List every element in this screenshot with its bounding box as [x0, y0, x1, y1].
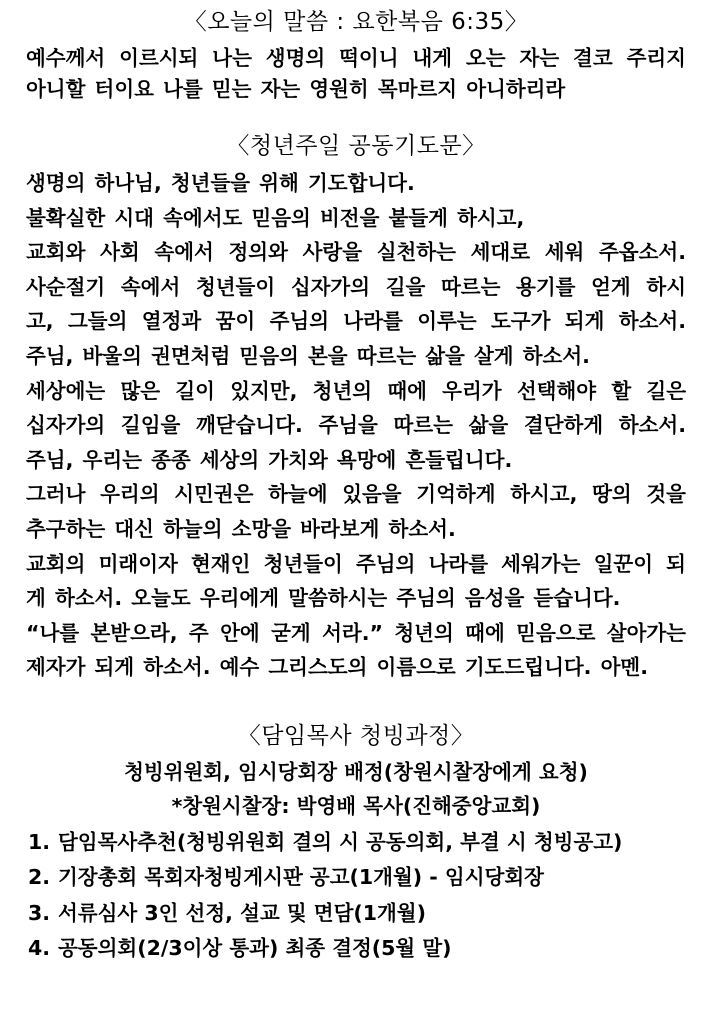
- verse-section: [26, 0, 686, 105]
- prayer-line: 교회의 미래이자 현재인 청년들이 주님의 나라를 세워가는 일꾼이 되: [26, 551, 686, 576]
- step-number: 3.: [28, 900, 51, 925]
- prayer-text: [26, 166, 686, 685]
- process-step: [28, 825, 686, 861]
- step-number: 4.: [28, 936, 51, 961]
- chair-line: *창원시찰장: 박영배 목사(진해중앙교회): [171, 793, 541, 818]
- prayer-line: “나를 본받으라, 주 안에 굳게 서라.” 청년의 때에 믿음으로 살아가는: [26, 620, 686, 645]
- committee-line: 청빙위원회, 임시당회장 배정(창원시찰장에게 요청): [124, 759, 588, 784]
- prayer-title: 〈청년주일 공동기도문〉: [226, 133, 486, 159]
- verse-line: 아니할 터이요 나를 믿는 자는 영원히 목마르지 아니하리라: [26, 77, 566, 101]
- verse-text: [26, 43, 686, 105]
- process-step: [28, 896, 686, 932]
- step-text: 담임목사추천(청빙위원회 결의 시 공동의회, 부결 시 청빙공고): [58, 829, 623, 854]
- step-text: 서류심사 3인 선정, 설교 및 면담(1개월): [58, 900, 426, 925]
- prayer-line: 그러나 우리의 시민권은 하늘에 있음을 기억하게 하시고, 땅의 것을: [26, 482, 686, 507]
- process-step: [28, 860, 686, 896]
- prayer-line: 게 하소서. 오늘도 우리에게 말씀하시는 주님의 음성을 듣습니다.: [26, 586, 621, 611]
- prayer-line: 제자가 되게 하소서. 예수 그리스도의 이름으로 기도드립니다. 아멘.: [26, 655, 649, 680]
- prayer-line: 고, 그들의 열정과 꿈이 주님의 나라를 이루는 도구가 되게 하소서.: [26, 309, 686, 334]
- prayer-section: [26, 105, 686, 685]
- step-number: 2.: [28, 865, 51, 890]
- prayer-line: 생명의 하나님, 청년들을 위해 기도합니다.: [26, 171, 415, 195]
- step-text: 공동의회(2/3이상 통과) 최종 결정(5월 말): [58, 936, 452, 961]
- step-number: 1.: [28, 829, 51, 854]
- pastor-search-section: [26, 685, 686, 967]
- step-text: 기장총회 목회자청빙게시판 공고(1개월) - 임시당회장: [58, 865, 544, 890]
- prayer-line: 사순절기 속에서 청년들이 십자가의 길을 따르는 용기를 얻게 하시: [26, 274, 686, 299]
- process-step: [28, 931, 686, 967]
- prayer-line: 불확실한 시대 속에서도 믿음의 비전을 붙들게 하시고,: [26, 205, 525, 230]
- pastor-search-title: 〈담임목사 청빙과정〉: [237, 722, 475, 749]
- prayer-line: 주님, 바울의 권면처럼 믿음의 본을 따르는 삶을 살게 하소서.: [26, 343, 590, 368]
- process-steps: [26, 825, 686, 967]
- prayer-line: 교회와 사회 속에서 정의와 사랑을 실천하는 세대로 세워 주옵소서.: [26, 240, 686, 265]
- prayer-line: 주님, 우리는 종종 세상의 가치와 욕망에 흔들립니다.: [26, 447, 513, 472]
- prayer-line: 십자가의 길임을 깨닫습니다. 주님을 따르는 삶을 결단하게 하소서.: [26, 413, 686, 438]
- prayer-line: 추구하는 대신 하늘의 소망을 바라보게 하소서.: [26, 516, 456, 541]
- verse-line: 예수께서 이르시되 나는 생명의 떡이니 내게 오는 자는 결코 주리지: [26, 46, 686, 70]
- verse-title: 〈오늘의 말씀 : 요한복음 6:35〉: [183, 9, 529, 35]
- prayer-line: 세상에는 많은 길이 있지만, 청년의 때에 우리가 선택해야 할 길은: [26, 378, 686, 403]
